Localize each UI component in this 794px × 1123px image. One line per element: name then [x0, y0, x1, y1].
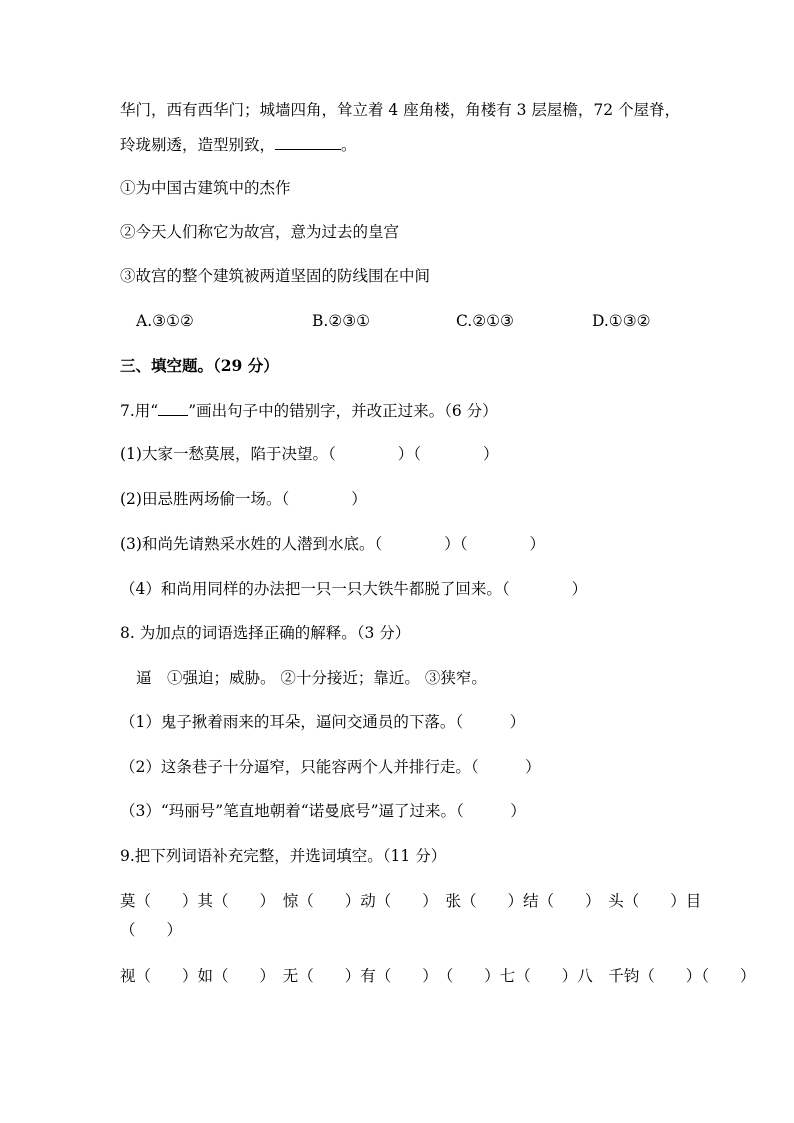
q9-row-2: 视（ ）如（ ） 无（ ）有（ ） （ ）七（ ）八 千钧（ ）（ ） — [120, 967, 756, 985]
underline-sample — [158, 400, 188, 416]
q9-title: 9.把下列词语补充完整，并选词填空。（11 分） — [120, 847, 447, 865]
passage-line-2 — [120, 134, 357, 155]
option-d[interactable]: D.①③② — [592, 312, 651, 330]
q9-row-1-wrap: （ ） — [120, 921, 183, 939]
option-a[interactable]: A.③①② — [136, 312, 194, 330]
passage-line-1: 华门，西有西华门；城墙四角，耸立着 4 座角楼，角楼有 3 层屋檐，72 个屋脊， — [120, 101, 681, 119]
passage-line-2-text: 玲珑剔透，造型别致， — [120, 136, 276, 154]
section-3-title: 三、填空题。（29 分） — [120, 356, 279, 375]
q9-row-1: 莫（ ）其（ ） 惊（ ）动（ ） 张（ ）结（ ） 头（ ）目 — [120, 892, 702, 910]
q8-title: 8. 为加点的词语选择正确的解释。（3 分） — [120, 624, 411, 642]
q8-item-1: （1）鬼子揪着雨来的耳朵，逼问交通员的下落。（ ） — [120, 713, 526, 731]
q8-item-2: （2）这条巷子十分逼窄，只能容两个人并排行走。（ ） — [120, 758, 541, 776]
sentence-1: ①为中国古建筑中的杰作 — [120, 179, 291, 197]
q7-title — [120, 400, 498, 421]
q7-item-1: (1)大家一愁莫展，陷于决望。（ ）（ ） — [120, 445, 499, 463]
q7-item-2: (2)田忌胜两场偷一场。（ ） — [120, 490, 367, 508]
answer-blank[interactable] — [275, 134, 341, 150]
q7-item-3: (3)和尚先请熟采水姓的人潜到水底。（ ）（ ） — [120, 535, 545, 553]
sentence-2: ②今天人们称它为故宫，意为过去的皇宫 — [120, 223, 400, 241]
option-c[interactable]: C.②①③ — [456, 312, 514, 330]
q7-suffix: ”画出句子中的错别字，并改正过来。（6 分） — [188, 402, 498, 420]
option-b[interactable]: B.②③① — [312, 312, 371, 330]
q7-prefix: 7.用“ — [120, 402, 159, 420]
sentence-3: ③故宫的整个建筑被两道坚固的防线围在中间 — [120, 267, 431, 285]
passage-line-2-end: 。 — [341, 136, 357, 154]
q8-definitions: 逼 ①强迫；威胁。 ②十分接近；靠近。 ③狭窄。 — [136, 669, 487, 687]
q8-item-3: （3）“玛丽号”笔直地朝着“诺曼底号”逼了过来。（ ） — [120, 802, 526, 820]
q7-item-4: （4）和尚用同样的办法把一只一只大铁牛都脱了回来。（ ） — [120, 580, 588, 598]
